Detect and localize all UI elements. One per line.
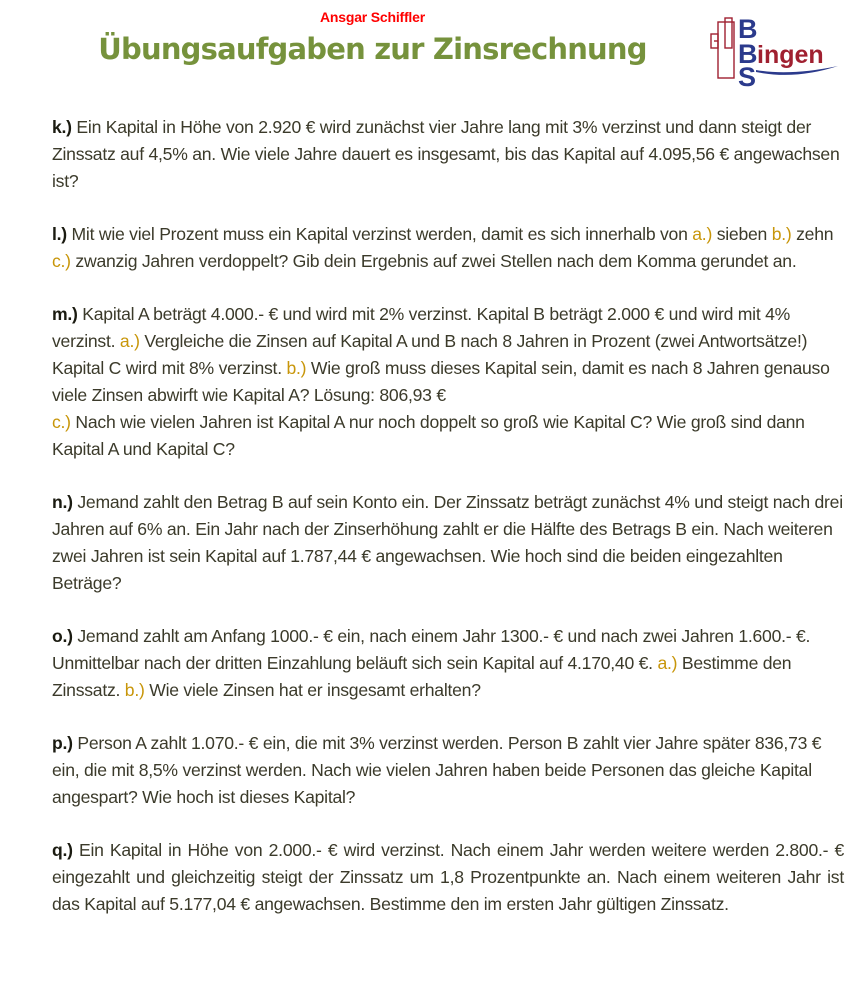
logo-letter-b2: B	[738, 39, 758, 69]
task-text: zehn	[791, 224, 834, 244]
building-icon	[711, 18, 734, 78]
task-text: Vergleiche die Zinsen auf Kapital A und B nach 8 Jahren in Prozent (zwei Antwortsätze!)	[139, 331, 808, 351]
task-text: Ein Kapital in Höhe von 2.920 € wird zunächst vier Jahre lang mit 3% verzinst und dann steigt der Zinssatz auf 4,5% an. Wie viele Jahre dauert es insgesamt, bis das Kapital auf 4.095,56 € angewachsen ist?	[52, 117, 840, 191]
bbs-bingen-logo	[700, 8, 845, 88]
task-p	[52, 730, 844, 811]
task-text: zwanzig Jahren verdoppelt? Gib dein Ergebnis auf zwei Stellen nach dem Komma gerundet an.	[70, 251, 797, 271]
task-text: Kapital C wird mit 8% verzinst.	[52, 358, 287, 378]
task-l	[52, 221, 844, 275]
task-text: Mit wie viel Prozent muss ein Kapital verzinst werden, damit es sich innerhalb von	[66, 224, 693, 244]
task-text: Ein Kapital in Höhe von 2.000.- € wird verzinst. Nach einem Jahr werden weitere werden 2.800.- € eingezahlt und gleichzeitig steigt der Zinssatz um 1,8 Prozentpunkte an. Nach einem weiteren Jahr ist das Kapital auf 5.177,04 € angewachsen. Bestimme den im ersten Jahr gültigen Zinssatz.	[52, 840, 844, 914]
logo-letter-s: S	[738, 62, 757, 88]
task-text: Bestimme den Zinssatz.	[52, 653, 792, 700]
subtask-label: a.)	[119, 331, 140, 351]
task-label: p.)	[52, 733, 73, 753]
logo-graphic	[700, 8, 845, 88]
task-list	[52, 114, 844, 944]
task-label: q.)	[52, 840, 73, 860]
subtask-label: b.)	[771, 224, 792, 244]
task-label: n.)	[52, 492, 73, 512]
subtask-label: b.)	[124, 680, 145, 700]
subtask-label: a.)	[692, 224, 713, 244]
logo-letter-b1: B	[738, 14, 758, 44]
subtask-label: a.)	[657, 653, 678, 673]
task-text: Jemand zahlt am Anfang 1000.- € ein, nach einem Jahr 1300.- € und nach zwei Jahren 1.600.- €. Unmittelbar nach der dritten Einzahlung beläuft sich sein Kapital auf 4.170,40 €.	[52, 626, 811, 673]
task-text: Wie groß muss dieses Kapital sein, damit es nach 8 Jahren genauso viele Zinsen abwirft wie Kapital A? Lösung: 806,93 €	[52, 358, 830, 405]
task-o	[52, 623, 844, 704]
subtask-label: c.)	[52, 412, 71, 432]
subtask-label: c.)	[52, 251, 71, 271]
task-text: Person A zahlt 1.070.- € ein, die mit 3% verzinst werden. Person B zahlt vier Jahre später 836,73 € ein, die mit 8,5% verzinst werden. Nach wie vielen Jahren haben beide Personen das gleiche Kapital angespart? Wie hoch ist dieses Kapital?	[52, 733, 822, 807]
logo-word-ingen: ingen	[757, 41, 824, 69]
task-m	[52, 301, 844, 463]
task-q	[52, 837, 844, 918]
task-label: m.)	[52, 304, 78, 324]
page-title: Übungsaufgaben zur Zinsrechnung	[98, 32, 647, 66]
subtask-label: b.)	[286, 358, 307, 378]
task-n	[52, 489, 844, 597]
task-label: l.)	[52, 224, 67, 244]
task-label: k.)	[52, 117, 72, 137]
task-label: o.)	[52, 626, 73, 646]
task-text: Nach wie vielen Jahren ist Kapital A nur noch doppelt so groß wie Kapital C? Wie groß sind dann Kapital A und Kapital C?	[52, 412, 805, 459]
task-text: sieben	[712, 224, 772, 244]
author-name: Ansgar Schiffler	[320, 9, 425, 25]
task-text: Jemand zahlt den Betrag B auf sein Konto ein. Der Zinssatz beträgt zunächst 4% und steigt nach drei Jahren auf 6% an. Ein Jahr nach der Zinserhöhung zahlt er die Hälfte des Betrags B ein. Nach weiteren zwei Jahren ist sein Kapital auf 1.787,44 € angewachsen. Wie hoch sind die beiden eingezahlten Beträge?	[52, 492, 843, 593]
task-text: Wie viele Zinsen hat er insgesamt erhalten?	[144, 680, 481, 700]
task-text: Kapital A beträgt 4.000.- € und wird mit 2% verzinst. Kapital B beträgt 2.000 € und wird mit 4% verzinst.	[52, 304, 791, 351]
task-k	[52, 114, 844, 195]
